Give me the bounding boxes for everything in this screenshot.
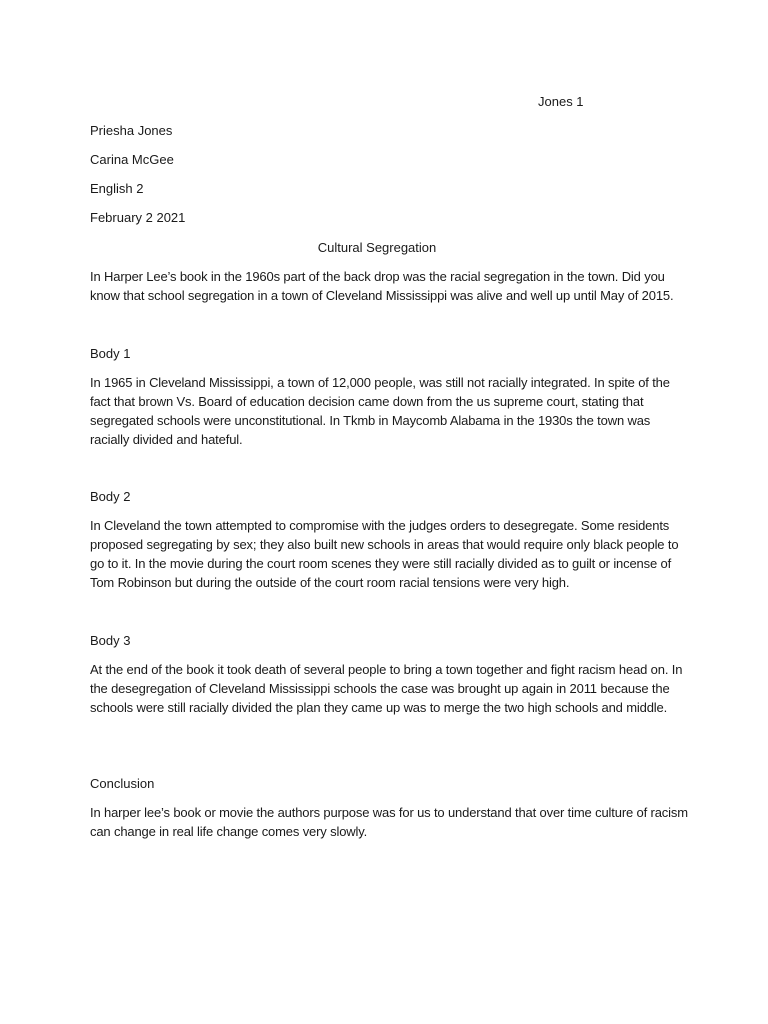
teacher-name: Carina McGee	[90, 152, 174, 167]
conclusion-paragraph: In harper lee’s book or movie the authors purpose was for us to understand that over time culture of racism can change in real life change comes very slowly.	[90, 805, 688, 839]
body1-paragraph: In 1965 in Cleveland Mississippi, a town of 12,000 people, was still not racially integrated. In spite of the fact that brown Vs. Board of education decision came down from the us supreme court, stating that segregated schools were unconstitutional. In Tkmb in Maycomb Alabama in the 1930s the town was racially divided and hateful.	[90, 375, 670, 447]
body2-heading: Body 2	[90, 489, 131, 504]
body3-heading: Body 3	[90, 633, 131, 648]
body1-heading: Body 1	[90, 346, 131, 361]
page-header: Jones 1	[538, 94, 584, 109]
essay-date: February 2 2021	[90, 210, 186, 225]
conclusion-heading: Conclusion	[90, 776, 155, 791]
essay-title: Cultural Segregation	[317, 240, 437, 255]
body3-paragraph: At the end of the book it took death of several people to bring a town together and fight racism head on. In the desegregation of Cleveland Mississippi schools the case was brought up again in 2011 because the schools were still racially divided the plan they came up was to merge the two high schools and middle.	[90, 662, 683, 715]
student-name: Priesha Jones	[90, 123, 173, 138]
intro-paragraph: In Harper Lee’s book in the 1960s part of the back drop was the racial segregation in the town. Did you know that school segregation in a town of Cleveland Mississippi was alive and well up until May of 2015.	[90, 269, 674, 303]
body2-paragraph: In Cleveland the town attempted to compromise with the judges orders to desegregate. Some residents proposed segregating by sex; they also built new schools in areas that would require only black people to go to it. In the movie during the court room scenes they were still racially divided as to guilt or incense of Tom Robinson but during the outside of the court room racial tensions were very high.	[90, 518, 679, 590]
course-name: English 2	[90, 181, 144, 196]
